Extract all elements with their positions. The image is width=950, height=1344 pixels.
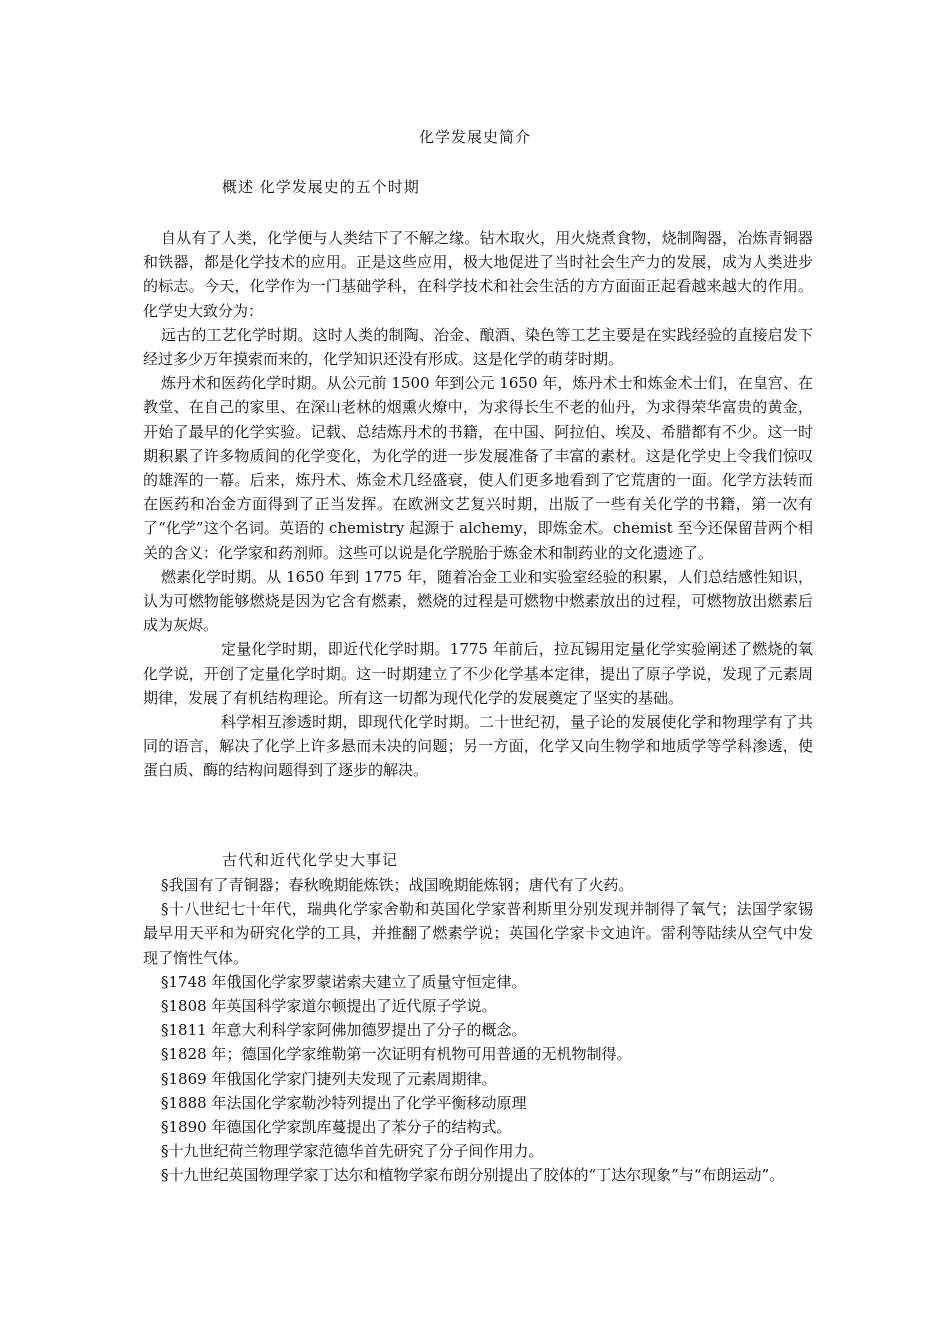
event-item: §1811 年意大利科学家阿佛加德罗提出了分子的概念。 — [161, 1021, 527, 1040]
event-item: §十八世纪七十年代，瑞典化学家舍勒和英国化学家普利斯里分别发现并制得了氧气；法国学家锡最早用天平和为研究化学的工具，并推翻了燃素学说；英国化学家卡文迪许。雷利等陆续从空气中发现了惰性气体。 — [143, 900, 813, 967]
event-item: §1869 年俄国化学家门捷列夫发现了元素周期律。 — [161, 1069, 497, 1088]
intro-paragraph: 自从有了人类，化学便与人类结下了不解之缘。钻木取火，用火烧煮食物，烧制陶器，冶炼青铜器和铁器，都是化学技术的应用。正是这些应用，极大地促进了当时社会生产力的发展，成为人类进步的标志。今天，化学作为一门基础学科，在科学技术和社会生活的方方面面正起看越来越大的作用。化学史大致分为： — [143, 229, 813, 320]
period-4-paragraph: 定量化学时期，即近代化学时期。1775 年前后，拉瓦锡用定量化学实验阐述了燃烧的氧化学说，开创了定量化学时期。这一时期建立了不少化学基本定律，提出了原子学说，发现了元素周期律，发展了有机结构理论。所有这一切都为现代化学的发展奠定了坚实的基础。 — [143, 640, 813, 707]
event-item: §1888 年法国化学家勒沙特列提出了化学平衡移动原理 — [161, 1093, 527, 1112]
event-item: §1808 年英国科学家道尔顿提出了近代原子学说。 — [161, 997, 497, 1016]
period-2-paragraph: 炼丹术和医药化学时期。从公元前 1500 年到公元 1650 年，炼丹术士和炼金术士们，在皇宫、在教堂、在自己的家里、在深山老林的烟熏火燎中，为求得长生不老的仙丹，为求得荣华富贵的黄金，开始了最早的化学实验。记载、总结炼丹术的书籍，在中国、阿拉伯、埃及、希腊都有不少。这一时期积累了许多物质间的化学变化，为化学的进一步发展准备了丰富的素材。这是化学史上令我们惊叹的雄浑的一幕。后来，炼丹术、炼金术几经盛衰，使人们更多地看到了它荒唐的一面。化学方法转而在医药和冶金方面得到了正当发挥。在欧洲文艺复兴时期，出版了一些有关化学的书籍，第一次有了“化学”这个名词。英语的 chemistry 起源于 alchemy，即炼金术。chemist 至今还保留昔两个相关的含义：化学家和药剂师。这些可以说是化学脱胎于炼金术和制药业的文化遗迹了。 — [143, 374, 813, 562]
period-5-paragraph: 科学相互渗透时期，即现代化学时期。二十世纪初，量子论的发展使化学和物理学有了共同的语言，解决了化学上许多悬而未决的问题；另一方面，化学又向生物学和地质学等学科渗透，使蛋白质、酶的结构问题得到了逐步的解决。 — [143, 713, 813, 780]
period-3-paragraph: 燃素化学时期。从 1650 年到 1775 年，随着冶金工业和实验室经验的积累，人们总结感性知识，认为可燃物能够燃烧是因为它含有燃素，燃烧的过程是可燃物中燃素放出的过程，可燃物放出燃素后成为灰烬。 — [143, 567, 813, 635]
period-1-paragraph: 远古的工艺化学时期。这时人类的制陶、冶金、酿酒、染色等工艺主要是在实践经验的直接启发下经过多少万年摸索而来的，化学知识还没有形成。这是化学的萌芽时期。 — [143, 325, 813, 369]
overview-body — [143, 226, 813, 783]
events-list — [143, 873, 813, 1188]
event-item: §十九世纪荷兰物理学家范德华首先研究了分子间作用力。 — [161, 1142, 544, 1161]
event-item: §十九世纪英国物理学家丁达尔和植物学家布朗分别提出了胶体的“丁达尔现象”与“布朗运动”。 — [161, 1166, 785, 1185]
document-title: 化学发展史简介 — [418, 128, 531, 146]
events-heading: 古代和近代化学史大事记 — [222, 851, 399, 869]
event-item: §我国有了青铜器；春秋晚期能炼铁；战国晚期能炼钢；唐代有了火药。 — [161, 876, 634, 894]
event-item: §1748 年俄国化学家罗蒙诺索夫建立了质量守恒定律。 — [161, 972, 527, 991]
overview-heading: 概述 化学发展史的五个时期 — [222, 178, 420, 196]
event-item: §1828 年；德国化学家维勒第一次证明有机物可用普通的无机物制得。 — [161, 1045, 632, 1064]
event-item: §1890 年德国化学家凯库蔓提出了苯分子的结构式。 — [161, 1118, 512, 1137]
